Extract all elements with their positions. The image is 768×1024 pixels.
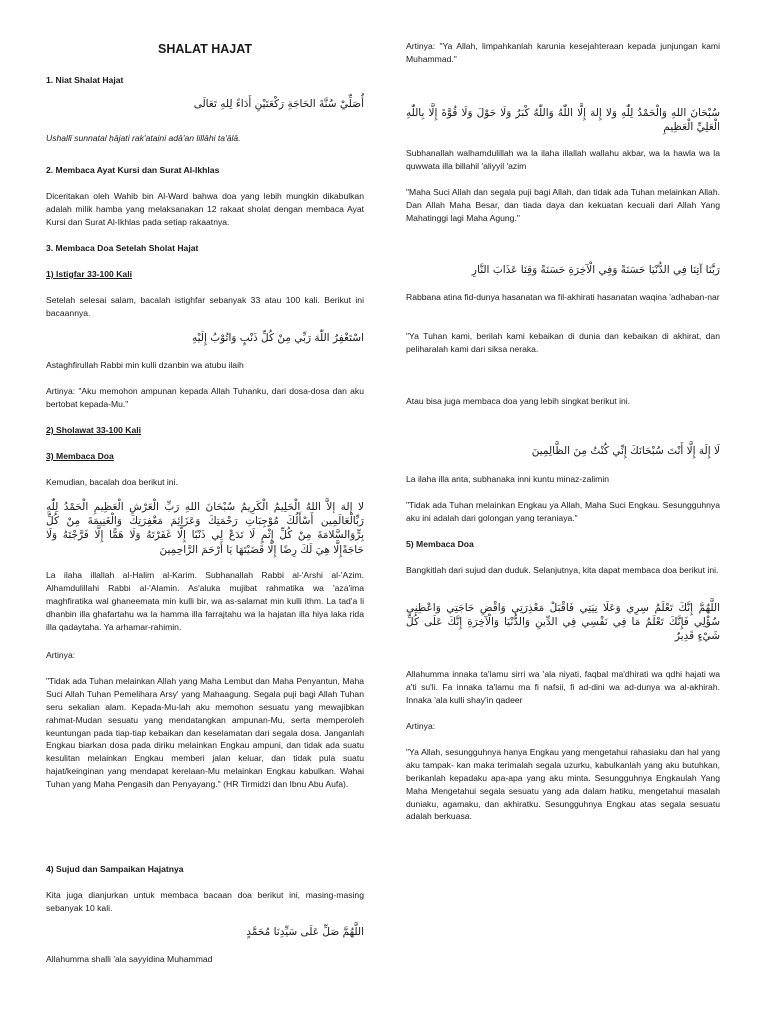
niat-heading: 1. Niat Shalat Hajat [46, 75, 124, 85]
doa-artinya: "Tidak ada Tuhan melainkan Allah yang Maha Lembut dan Maha Penyantun, Maha Suci Allah Tuhan Pemelihara Arsy' yang Mahaagung. Segala puji bagi Allah Tuhan seru sekalian alam. Kepada-Mu-lah aku memohon sesuatu yang mewajibkan rahmat-Mudan sesuatu yang mendatangkan ampunan-Mu, serta memperoleh keuntungan pada tiap-tiap kebaikan dan keselamatan dari segala dosa. Janganlah Engkau biarkan dosa pada diriku melainkan Engkau ampuni, dan tidak ada suatu kesulitan melainkan Engkau memberi jalan keluar, dan tidak pula suatu hajat/keinginan yang mendapat kerelaan-Mu melainkan Engkau kabulkan. Wahai Tuhan yang Maha Pengasih dan Penyayang." (HR Tirmidzi dan Ibnu Abu Aufa). [46, 676, 364, 790]
niat-arabic-text: أُصَلِّيْ سُنَّةَ الحَاجَةِ رَكْعَتَيْنِ أَدَاءً لِلهِ تَعَالَى [193, 98, 364, 110]
istigfar-artinya: Artinya: "Aku memohon ampunan kepada Allah Tuhanku, dari dosa-dosa dan aku bertobat kepada-Mu." [46, 386, 364, 409]
sujud-heading: 4) Sujud dan Sampaikan Hajatnya [46, 864, 184, 874]
shalawat-latin-text: Allahumma shalli 'ala sayyidina Muhammad [46, 954, 213, 964]
artinya-label-right: Artinya: [406, 721, 436, 731]
artinya-label: Artinya: [46, 650, 76, 660]
membaca-doa-5-heading: 5) Membaca Doa [406, 539, 474, 549]
final-arabic-text: اللَّهُمَّ إِنَّكَ تَعْلَمُ سِرِي وَعَلَا نِيَتِي فَاقْبَلْ مَعْذِرَتِي وَاقْضِ حَاجَتِي وَاعْطِنِي سُؤْلِي فَإِنَّكَ تَعْلَمُ مَا فِي نَفْسِي فِي الدِّينِ وَالدُّنْيَا وَالْآخِرَةِ إِنَّكَ عَلَى كُلِّ شَيْءٍ قَدِيرٌ [406, 602, 720, 643]
final-latin-text: Allahumma innaka ta'lamu sirri wa 'ala niyati, faqbal ma'dhirati wa qdhi hajati wa a'ti su'li. Fa innaka ta'lamu ma fi nafsii, fi ad-dini wa ad-dunya wa al-akhirah. Innaka 'ala kulli shay'in qadeer [406, 669, 720, 705]
kursi-heading: 2. Membaca Ayat Kursi dan Surat Al-Ikhlas [46, 165, 220, 175]
membaca-doa-5-paragraph: Bangkitlah dari sujud dan duduk. Selanjutnya, kita dapat membaca doa berikut ini. [406, 565, 719, 575]
sholawat-heading: 2) Sholawat 33-100 Kali [46, 425, 142, 435]
rabbana-arabic-text: رَبَّنَا آتِنَا فِي الدُّنْيَا حَسَنَةً وَفِي الْآخِرَةِ حَسَنَةً وَقِنَا عَذَابَ النَّارِ [471, 264, 720, 276]
lailaha-artinya: "Tidak ada Tuhan melainkan Engkau ya Allah, Maha Suci Engkau. Sesungguhnya aku ini adalah dari golongan yang teraniaya." [406, 500, 720, 523]
istigfar-arabic-text: اسْتَغْفِرُ اللّٰهَ رَبِّي مِنْ كُلِّ ذَنْبٍ وَاتُوْبُ إِلَيْهِ [192, 332, 364, 344]
istigfar-heading: 1) Istigfar 33-100 Kali [46, 269, 132, 279]
kursi-paragraph: Diceritakan oleh Wahib bin Al-Ward bahwa doa yang lebih mungkin dikabulkan adalah milik hamba yang melaksanakan 12 rakaat sholat dengan membaca Ayat Kursi dan Surat Al-Ikhlas pada setiap rakaatnya. [46, 191, 364, 227]
rabbana-latin-text: Rabbana atina fid-dunya hasanatan wa fil-akhirati hasanatan waqina 'adhaban-nar [406, 292, 720, 302]
doa-arabic-text: لا إلهَ إلاَّ اللهُ الْحَلِيمُ الْكَرِيمُ سُبْحَانَ اللهِ رَبِّ الْعَرْشِ الْعَظِيمِ الْحَمْدُ لِلّٰهِ رَبِّالْعَالَمِين أَسْأَلُكَ مُوْجِبَاتِ رَحْمَتِكَ وَعَزَائِمَ مَغْفِرَتِكَ وَالْغَنِيمَةَ مِنْ كُلِّ بِرٍّوَالسَّلامَةَ مِنْ كُلِّ إِثْمٍ لَا تَدَعْ لِي ذَنْبًا إِلَّا غَفَرْتَهُ وَلَا هَمًّا إِلَّا فَرَّجْتَهُ وَلَا حَاجَةًإِلَّا هِيَ لَكَ رِضًا إِلَّا قَضَيْتَهَا يَا أَرْحَمَ الرَّاحِمِينَ [46, 501, 364, 556]
istigfar-latin-text: Astaghfirullah Rabbi min kulli dzanbin wa atubu ilaih [46, 360, 244, 370]
shalawat-artinya: Artinya: "Ya Allah, limpahkanlah karunia kesejahteraan kepada junjungan kami Muhammad." [406, 41, 720, 64]
doa-section-heading: 3. Membaca Doa Setelah Sholat Hajat [46, 243, 199, 253]
niat-latin-text: Ushallī sunnatal ḥājati rak'ataini adā'an lillāhi ta'ālā. [46, 133, 241, 143]
final-artinya: "Ya Allah, sesungguhnya hanya Engkau yang mengetahui rahasiaku dan hal yang aku tampak- kan maka terimalah segala uzurku, kabulkanlah yang aku butuhkan, berikanlah kepadaku apa-apa yang aku minta. Sesungguhnya Engkaulah Yang Maha Mengetahui segala sesuatu yang ada dalam hatiku, mengetahui masalah duniaku, agamaku, dan akhiratku. Sesungguhnya Engkau atas segala sesuatu adalah berkuasa. [406, 747, 720, 822]
tasbih-latin-text: Subhanallah walhamdulillah wa la ilaha illallah wallahu akbar, wa la hawla wa la quwwata illa billahil 'aliyyil 'azim [406, 148, 720, 171]
tasbih-artinya: "Maha Suci Allah dan segala puji bagi Allah, dan tidak ada Tuhan melainkan Allah. Dan Allah Maha Besar, dan tiada daya dan kekuatan kecuali dari Allah Yang Mahatinggi lagi Maha Agung." [406, 187, 720, 223]
membaca-doa-paragraph: Kemudian, bacalah doa berikut ini. [46, 477, 178, 487]
istigfar-paragraph: Setelah selesai salam, bacalah istighfar sebanyak 33 atau 100 kali. Berikut ini bacaannya. [46, 295, 364, 318]
doa-latin-text: La ilaha illallah al-Halim al-Karim. Subhanallah Rabbi al-'Arshi al-'Azim. Alhamdulillahi Rabbi al-'Alamin. As'aluka mujibat rahmatika wa 'aza'ima maghfiratika wal ghaneemata min kulli bir, wa as-salamat min kulli ithm. La tad'a li dhanbin illa ghafartahu wa la hamma illa farrajtahu wa la hajatan illa hiya laka rida illa qadaytaha. Ya arhamar-rahimin. [46, 570, 364, 632]
singkat-paragraph: Atau bisa juga membaca doa yang lebih singkat berikut ini. [406, 396, 631, 406]
tasbih-arabic-text: سُبْحَانَ اللهِ وَالْحَمْدُ لِلّٰهِ وَلا إِلهَ إِلَّا اللّٰهُ وَاللّٰهُ كْبَرُ وَلَا حَوْلَ وَلَا قُوَّةَ إِلَّا بِاللّٰهِ الْعَلِيِّ الْعَظِيمِ [406, 107, 720, 134]
shalawat-arabic-text: اللَّهُمَّ صَلِّ عَلَى سَيِّدِنَا مُحَمَّدٍ [246, 926, 364, 938]
sujud-paragraph: Kita juga dianjurkan untuk membaca bacaan doa berikut ini, masing-masing sebanyak 10 kali. [46, 890, 364, 913]
rabbana-artinya: "Ya Tuhan kami, berilah kami kebaikan di dunia dan kebaikan di akhirat, dan peliharalah kami dari siksa neraka. [406, 331, 720, 354]
page-title: SHALAT HAJAT [158, 42, 252, 56]
lailaha-arabic-text: لَا إِلَهَ إِلَّا أَنْتَ سُبْحَانَكَ إِنِّي كُنْتُ مِنَ الظَّالِمِينَ [531, 445, 720, 457]
membaca-doa-heading: 3) Membaca Doa [46, 451, 114, 461]
lailaha-latin-text: La ilaha illa anta, subhanaka inni kuntu minaz-zalimin [406, 474, 610, 484]
